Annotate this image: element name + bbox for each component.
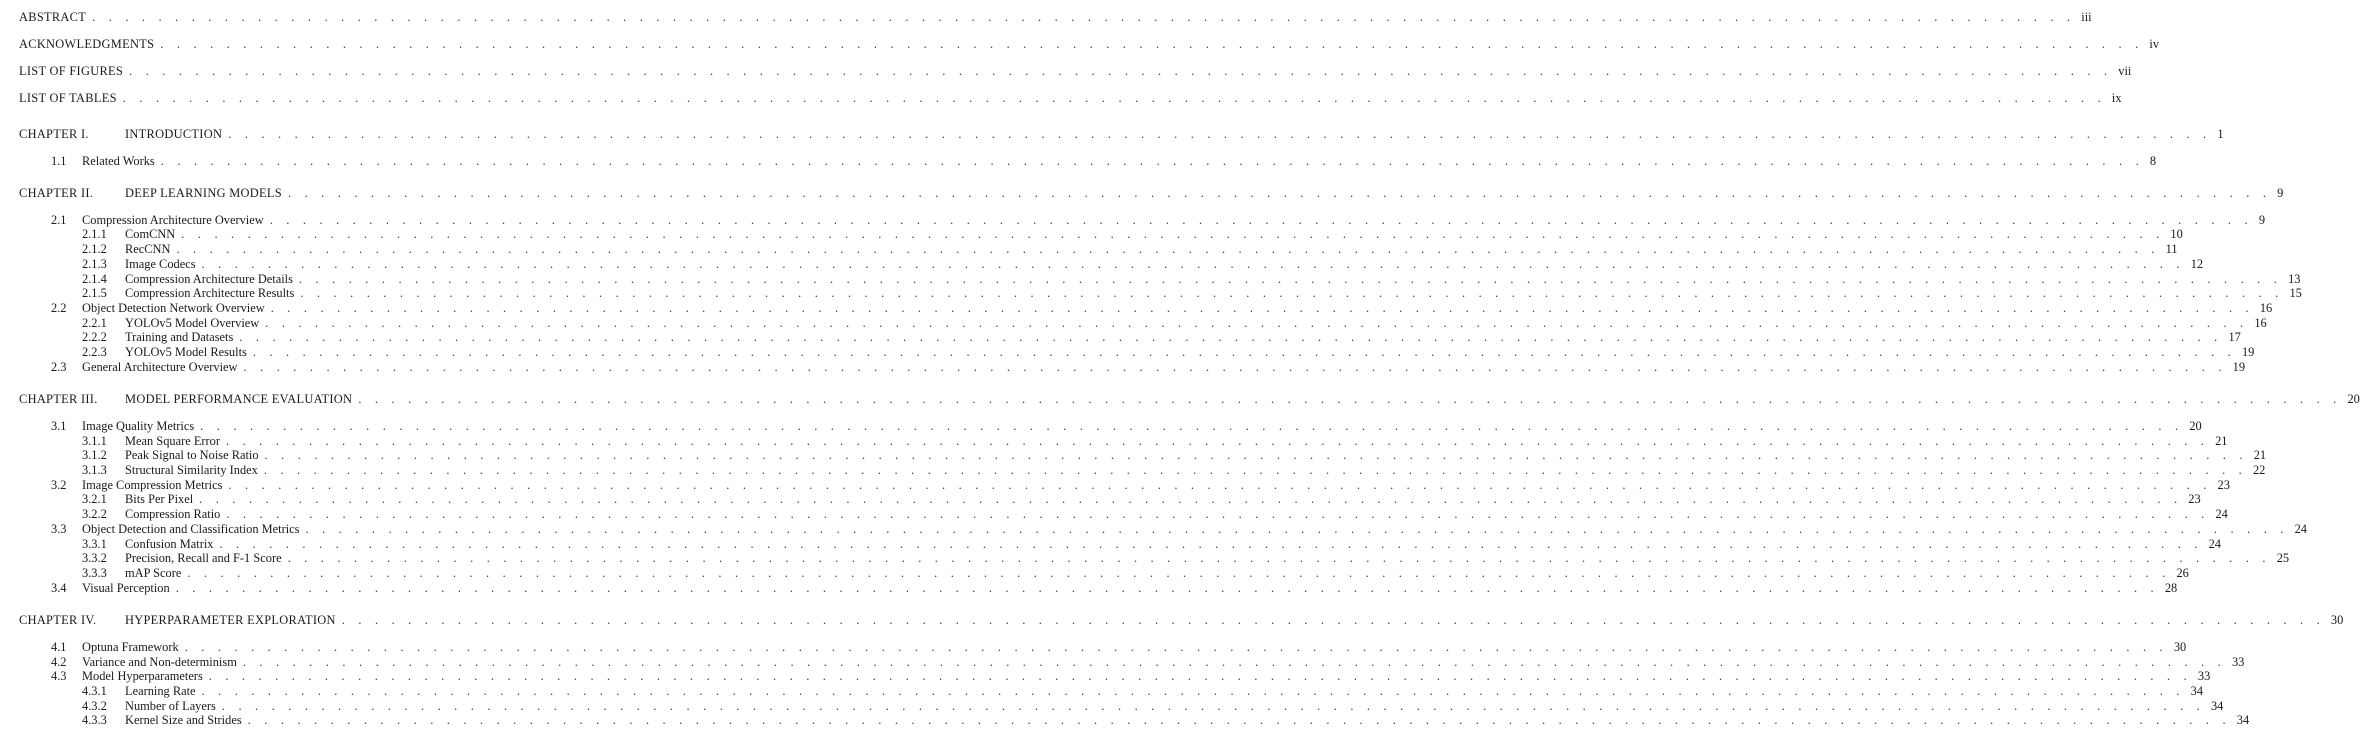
- entry-number: 3.4: [51, 580, 67, 595]
- subsection-entry[interactable]: [82, 270, 2301, 286]
- dot-leader: . . . . . . . . . . . . . . . . . . . . . . . . . . . . . . . . . . . . . . . . . . . . . . . . . . . . . . . . . . . . . . . . . . . . . . . . . . . . . . . . . . . . . . . . . . . . . . . . . . . . . . . . . . . . . . . . . . . . . . . .: [201, 683, 2185, 698]
- subsection-entry[interactable]: [82, 564, 2189, 580]
- dot-leader: . . . . . . . . . . . . . . . . . . . . . . . . . . . . . . . . . . . . . . . . . . . . . . . . . . . . . . . . . . . . . . . . . . . . . . . . . . . . . . . . . . . . . . . . . . . . . . . . . . . . . . . . . . . . . . . . . . . . . . . .: [239, 330, 2223, 345]
- section-entry[interactable]: [51, 417, 2202, 433]
- page-number: 34: [2236, 713, 2250, 728]
- entry-number: 3.2.2: [82, 507, 107, 522]
- entry-number: 2.1.3: [82, 256, 107, 271]
- entry-title: RecCNN: [125, 242, 171, 257]
- subsection-entry[interactable]: [82, 490, 2201, 507]
- entry-title: Image Codecs: [125, 256, 196, 271]
- entry-title: DEEP LEARNING MODELS: [125, 186, 282, 201]
- entry-title: Confusion Matrix: [125, 536, 214, 551]
- entry-number: 2.1: [51, 212, 67, 227]
- dot-leader: . . . . . . . . . . . . . . . . . . . . . . . . . . . . . . . . . . . . . . . . . . . . . . . . . . . . . . . . . . . . . . . . . . . . . . . . . . . . . . . . . . . . . . . . . . . . . . . . . . . . . . . . . . . . . . . . . . . . . . . .: [221, 698, 2205, 713]
- page-number: 13: [2288, 271, 2301, 286]
- entry-number: 3.3: [51, 521, 67, 536]
- entry-title: Image Compression Metrics: [82, 477, 223, 492]
- page-number: ix: [2111, 91, 2122, 105]
- entry-title: Learning Rate: [125, 683, 196, 698]
- front-matter-entry[interactable]: [19, 35, 2160, 51]
- section-entry[interactable]: [51, 476, 2230, 492]
- dot-leader: . . . . . . . . . . . . . . . . . . . . . . . . . . . . . . . . . . . . . . . . . . . . . . . . . . . . . . . . . . . . . . . . . . . . . . . . . . . . . . . . . . . . . . . . . . . . . . . . . . . . . . . . . . . . . . . . . . . . . . . .: [243, 359, 2227, 374]
- entry-number: CHAPTER II.: [19, 186, 94, 201]
- entry-number: 3.1.1: [82, 433, 107, 448]
- entry-title: Mean Square Error: [125, 433, 220, 448]
- dot-leader: . . . . . . . . . . . . . . . . . . . . . . . . . . . . . . . . . . . . . . . . . . . . . . . . . . . . . . . . . . . . . . . . . . . . . . . . . . . . . . . . . . . . . . . . . . . . . . . . . . . . . . . . . . . . . . . . . . . . . . . .: [160, 153, 2144, 168]
- page-number: 19: [2241, 345, 2255, 359]
- dot-leader: . . . . . . . . . . . . . . . . . . . . . . . . . . . . . . . . . . . . . . . . . . . . . . . . . . . . . . . . . . . . . . . . . . . . . . . . . . . . . . . . . . . . . . . . . . . . . . . . . . . . . . . . . . . . . . . . . . . . . . . .: [287, 186, 2272, 201]
- entry-title: INTRODUCTION: [125, 127, 223, 141]
- dot-leader: . . . . . . . . . . . . . . . . . . . . . . . . . . . . . . . . . . . . . . . . . . . . . . . . . . . . . . . . . . . . . . . . . . . . . . . . . . . . . . . . . . . . . . . . . . . . . . . . . . . . . . . . . . . . . . . . . . . . . . . .: [208, 669, 2192, 684]
- page-number: 28: [2164, 580, 2178, 595]
- page-number: 23: [2217, 477, 2230, 492]
- section-entry[interactable]: [51, 653, 2245, 669]
- dot-leader: . . . . . . . . . . . . . . . . . . . . . . . . . . . . . . . . . . . . . . . . . . . . . . . . . . . . . . . . . . . . . . . . . . . . . . . . . . . . . . . . . . . . . . . . . . . . . . . . . . . . . . . . . . . . . . . . . . . . . . . .: [265, 315, 2249, 330]
- dot-leader: . . . . . . . . . . . . . . . . . . . . . . . . . . . . . . . . . . . . . . . . . . . . . . . . . . . . . . . . . . . . . . . . . . . . . . . . . . . . . . . . . . . . . . . . . . . . . . . . . . . . . . . . . . . . . . . . . . . . . . . .: [225, 433, 2210, 448]
- dot-leader: . . . . . . . . . . . . . . . . . . . . . . . . . . . . . . . . . . . . . . . . . . . . . . . . . . . . . . . . . . . . . . . . . . . . . . . . . . . . . . . . . . . . . . . . . . . . . . . . . . . . . . . . . . . . . . . . . . . . . . . .: [176, 242, 2160, 257]
- subsection-entry[interactable]: [82, 505, 2228, 522]
- entry-number: 4.1: [51, 639, 67, 654]
- dot-leader: . . . . . . . . . . . . . . . . . . . . . . . . . . . . . . . . . . . . . . . . . . . . . . . . . . . . . . . . . . . . . . . . . . . . . . . . . . . . . . . . . . . . . . . . . . . . . . . . . . . . . . . . . . . . . . . . . . . . . . . .: [181, 227, 2165, 242]
- section-entry[interactable]: [51, 358, 2246, 374]
- entry-title: General Architecture Overview: [82, 359, 238, 374]
- chapter-entry[interactable]: [19, 390, 2360, 407]
- dot-leader: . . . . . . . . . . . . . . . . . . . . . . . . . . . . . . . . . . . . . . . . . . . . . . . . . . . . . . . . . . . . . . . . . . . . . . . . . . . . . . . . . . . . . . . . . . . . . . . . . . . . . . . . . . . . . . . . . . . . . . . .: [92, 10, 2076, 24]
- page-number: 8: [2149, 153, 2157, 168]
- dot-leader: . . . . . . . . . . . . . . . . . . . . . . . . . . . . . . . . . . . . . . . . . . . . . . . . . . . . . . . . . . . . . . . . . . . . . . . . . . . . . . . . . . . . . . . . . . . . . . . . . . . . . . . . . . . . . . . . . . . . . . . .: [269, 212, 2253, 227]
- section-entry[interactable]: [51, 211, 2266, 227]
- entry-title: Precision, Recall and F-1 Score: [125, 551, 282, 566]
- entry-number: 1.1: [51, 153, 67, 168]
- entry-title: ABSTRACT: [19, 10, 87, 24]
- dot-leader: . . . . . . . . . . . . . . . . . . . . . . . . . . . . . . . . . . . . . . . . . . . . . . . . . . . . . . . . . . . . . . . . . . . . . . . . . . . . . . . . . . . . . . . . . . . . . . . . . . . . . . . . . . . . . . . . . . . . . . . .: [184, 639, 2168, 654]
- dot-leader: . . . . . . . . . . . . . . . . . . . . . . . . . . . . . . . . . . . . . . . . . . . . . . . . . . . . . . . . . . . . . . . . . . . . . . . . . . . . . . . . . . . . . . . . . . . . . . . . . . . . . . . . . . . . . . . . . . . . . . . .: [305, 521, 2289, 536]
- dot-leader: . . . . . . . . . . . . . . . . . . . . . . . . . . . . . . . . . . . . . . . . . . . . . . . . . . . . . . . . . . . . . . . . . . . . . . . . . . . . . . . . . . . . . . . . . . . . . . . . . . . . . . . . . . . . . . . . . . . . . . . .: [175, 580, 2159, 595]
- entry-title: Compression Architecture Results: [125, 286, 295, 301]
- section-entry[interactable]: [51, 520, 2307, 536]
- entry-title: LIST OF FIGURES: [19, 64, 124, 78]
- chapter-entry[interactable]: [19, 125, 2224, 141]
- entry-number: 3.3.2: [82, 551, 107, 566]
- subsection-entry[interactable]: [82, 432, 2228, 448]
- dot-leader: . . . . . . . . . . . . . . . . . . . . . . . . . . . . . . . . . . . . . . . . . . . . . . . . . . . . . . . . . . . . . . . . . . . . . . . . . . . . . . . . . . . . . . . . . . . . . . . . . . . . . . . . . . . . . . . . . . . . . . . .: [129, 64, 2113, 78]
- page-number: 1: [2217, 127, 2224, 141]
- subsection-entry[interactable]: [82, 255, 2204, 271]
- section-entry[interactable]: [51, 667, 2211, 684]
- page-number: 10: [2170, 227, 2183, 242]
- entry-title: Peak Signal to Noise Ratio: [125, 448, 259, 463]
- entry-title: ComCNN: [125, 227, 176, 242]
- entry-title: Object Detection Network Overview: [82, 300, 265, 315]
- dot-leader: . . . . . . . . . . . . . . . . . . . . . . . . . . . . . . . . . . . . . . . . . . . . . . . . . . . . . . . . . . . . . . . . . . . . . . . . . . . . . . . . . . . . . . . . . . . . . . . . . . . . . . . . . . . . . . . . . . . . . . . .: [219, 536, 2203, 551]
- entry-title: Training and Datasets: [125, 330, 234, 345]
- section-entry[interactable]: [51, 152, 2157, 168]
- dot-leader: . . . . . . . . . . . . . . . . . . . . . . . . . . . . . . . . . . . . . . . . . . . . . . . . . . . . . . . . . . . . . . . . . . . . . . . . . . . . . . . . . . . . . . . . . . . . . . . . . . . . . . . . . . . . . . . . . . . . . . . .: [264, 448, 2248, 463]
- entry-title: Object Detection and Classification Metrics: [82, 521, 300, 536]
- dot-leader: . . . . . . . . . . . . . . . . . . . . . . . . . . . . . . . . . . . . . . . . . . . . . . . . . . . . . . . . . . . . . . . . . . . . . . . . . . . . . . . . . . . . . . . . . . . . . . . . . . . . . . . . . . . . . . . . . . . . . . . .: [160, 37, 2144, 51]
- dot-leader: . . . . . . . . . . . . . . . . . . . . . . . . . . . . . . . . . . . . . . . . . . . . . . . . . . . . . . . . . . . . . . . . . . . . . . . . . . . . . . . . . . . . . . . . . . . . . . . . . . . . . . . . . . . . . . . . . . . . . . . .: [300, 286, 2284, 301]
- entry-number: 2.1.5: [82, 286, 107, 301]
- page-number: 34: [2190, 683, 2204, 698]
- page-number: 12: [2190, 256, 2204, 271]
- entry-title: Compression Architecture Overview: [82, 212, 264, 227]
- page-number: vii: [2118, 64, 2132, 78]
- page-number: 30: [2173, 639, 2187, 654]
- subsection-entry[interactable]: [82, 446, 2267, 463]
- entry-number: 2.1.1: [82, 227, 107, 242]
- entry-title: YOLOv5 Model Results: [125, 345, 247, 359]
- dot-leader: . . . . . . . . . . . . . . . . . . . . . . . . . . . . . . . . . . . . . . . . . . . . . . . . . . . . . . . . . . . . . . . . . . . . . . . . . . . . . . . . . . . . . . . . . . . . . . . . . . . . . . . . . . . . . . . . . . . . . . . .: [263, 463, 2247, 477]
- page-number: iv: [2149, 37, 2160, 51]
- entry-number: CHAPTER I.: [19, 127, 89, 141]
- page-number: 25: [2276, 551, 2290, 566]
- entry-title: Kernel Size and Strides: [125, 713, 242, 728]
- section-entry[interactable]: [51, 638, 2187, 654]
- entry-number: 2.1.2: [82, 242, 107, 257]
- entry-number: 3.1.2: [82, 448, 107, 463]
- entry-title: Number of Layers: [125, 698, 216, 713]
- page-number: 9: [2258, 212, 2266, 227]
- section-entry[interactable]: [51, 579, 2178, 595]
- page-number: 15: [2289, 286, 2302, 301]
- subsection-entry[interactable]: [82, 682, 2204, 698]
- entry-title: YOLOv5 Model Overview: [125, 315, 260, 330]
- dot-leader: . . . . . . . . . . . . . . . . . . . . . . . . . . . . . . . . . . . . . . . . . . . . . . . . . . . . . . . . . . . . . . . . . . . . . . . . . . . . . . . . . . . . . . . . . . . . . . . . . . . . . . . . . . . . . . . . . . . . . . . .: [287, 551, 2271, 566]
- page-number: 34: [2210, 698, 2224, 713]
- subsection-entry[interactable]: [82, 225, 2183, 242]
- dot-leader: . . . . . . . . . . . . . . . . . . . . . . . . . . . . . . . . . . . . . . . . . . . . . . . . . . . . . . . . . . . . . . . . . . . . . . . . . . . . . . . . . . . . . . . . . . . . . . . . . . . . . . . . . . . . . . . . . . . . . . . .: [187, 565, 2171, 580]
- page-number: 20: [2347, 392, 2360, 407]
- dot-leader: . . . . . . . . . . . . . . . . . . . . . . . . . . . . . . . . . . . . . . . . . . . . . . . . . . . . . . . . . . . . . . . . . . . . . . . . . . . . . . . . . . . . . . . . . . . . . . . . . . . . . . . . . . . . . . . . . . . . . . . .: [298, 271, 2283, 286]
- subsection-entry[interactable]: [82, 711, 2250, 728]
- entry-title: Compression Architecture Details: [125, 271, 293, 286]
- page-number: 20: [2189, 418, 2202, 433]
- section-entry[interactable]: [51, 299, 2273, 315]
- subsection-entry[interactable]: [82, 284, 2302, 301]
- front-matter-entry[interactable]: [19, 8, 2092, 24]
- entry-number: 4.3: [51, 669, 67, 684]
- page-number: 17: [2228, 330, 2241, 345]
- entry-title: LIST OF TABLES: [19, 91, 117, 105]
- entry-title: Structural Similarity Index: [125, 463, 258, 477]
- subsection-entry[interactable]: [82, 535, 2221, 551]
- entry-title: Optuna Framework: [82, 639, 179, 654]
- dot-leader: . . . . . . . . . . . . . . . . . . . . . . . . . . . . . . . . . . . . . . . . . . . . . . . . . . . . . . . . . . . . . . . . . . . . . . . . . . . . . . . . . . . . . . . . . . . . . . . . . . . . . . . . . . . . . . . . . . . . . . . .: [242, 654, 2226, 669]
- entry-number: 4.3.2: [82, 698, 107, 713]
- page-number: 11: [2165, 242, 2178, 257]
- dot-leader: . . . . . . . . . . . . . . . . . . . . . . . . . . . . . . . . . . . . . . . . . . . . . . . . . . . . . . . . . . . . . . . . . . . . . . . . . . . . . . . . . . . . . . . . . . . . . . . . . . . . . . . . . . . . . . . . . . . . . . . .: [122, 91, 2106, 105]
- dot-leader: . . . . . . . . . . . . . . . . . . . . . . . . . . . . . . . . . . . . . . . . . . . . . . . . . . . . . . . . . . . . . . . . . . . . . . . . . . . . . . . . . . . . . . . . . . . . . . . . . . . . . . . . . . . . . . . . . . . . . . . .: [247, 713, 2231, 728]
- page-number: 30: [2330, 613, 2344, 628]
- front-matter-entry[interactable]: [19, 62, 2132, 78]
- entry-number: 2.2.2: [82, 330, 107, 345]
- subsection-entry[interactable]: [82, 343, 2255, 359]
- entry-title: ACKNOWLEDGMENTS: [19, 37, 155, 51]
- page-number: 24: [2294, 521, 2307, 536]
- page-number: 24: [2215, 507, 2228, 522]
- page-number: 21: [2253, 448, 2267, 463]
- page-number: 33: [2231, 654, 2245, 669]
- dot-leader: . . . . . . . . . . . . . . . . . . . . . . . . . . . . . . . . . . . . . . . . . . . . . . . . . . . . . . . . . . . . . . . . . . . . . . . . . . . . . . . . . . . . . . . . . . . . . . . . . . . . . . . . . . . . . . . . . . . . . . . .: [199, 492, 2183, 507]
- subsection-entry[interactable]: [82, 240, 2178, 257]
- page-number: 26: [2176, 565, 2189, 580]
- entry-title: Related Works: [82, 153, 155, 168]
- entry-title: mAP Score: [125, 565, 182, 580]
- entry-number: 3.1: [51, 418, 67, 433]
- entry-number: 2.3: [51, 359, 67, 374]
- dot-leader: . . . . . . . . . . . . . . . . . . . . . . . . . . . . . . . . . . . . . . . . . . . . . . . . . . . . . . . . . . . . . . . . . . . . . . . . . . . . . . . . . . . . . . . . . . . . . . . . . . . . . . . . . . . . . . . . . . . . . . . .: [226, 507, 2210, 522]
- page-number: 33: [2197, 669, 2211, 684]
- entry-number: 3.2.1: [82, 492, 107, 507]
- dot-leader: . . . . . . . . . . . . . . . . . . . . . . . . . . . . . . . . . . . . . . . . . . . . . . . . . . . . . . . . . . . . . . . . . . . . . . . . . . . . . . . . . . . . . . . . . . . . . . . . . . . . . . . . . . . . . . . . . . . . . . . .: [228, 127, 2212, 141]
- chapter-entry[interactable]: [19, 184, 2284, 201]
- entry-number: 2.2: [51, 300, 67, 315]
- entry-title: Variance and Non-determinism: [82, 654, 237, 669]
- dot-leader: . . . . . . . . . . . . . . . . . . . . . . . . . . . . . . . . . . . . . . . . . . . . . . . . . . . . . . . . . . . . . . . . . . . . . . . . . . . . . . . . . . . . . . . . . . . . . . . . . . . . . . . . . . . . . . . . . . . . . . . .: [201, 256, 2185, 271]
- entry-number: 4.3.3: [82, 713, 107, 728]
- entry-title: Bits Per Pixel: [125, 492, 194, 507]
- entry-number: CHAPTER III.: [19, 392, 98, 407]
- entry-number: 4.2: [51, 654, 67, 669]
- subsection-entry[interactable]: [82, 697, 2224, 713]
- page-number: 16: [2254, 315, 2267, 330]
- entry-title: Model Hyperparameters: [82, 669, 203, 684]
- page-number: 19: [2232, 359, 2246, 374]
- subsection-entry[interactable]: [82, 314, 2267, 330]
- page-number: 23: [2188, 492, 2201, 507]
- dot-leader: . . . . . . . . . . . . . . . . . . . . . . . . . . . . . . . . . . . . . . . . . . . . . . . . . . . . . . . . . . . . . . . . . . . . . . . . . . . . . . . . . . . . . . . . . . . . . . . . . . . . . . . . . . . . . . . . . . . . . . . .: [200, 418, 2184, 433]
- page-number: 22: [2252, 463, 2266, 477]
- entry-title: Compression Ratio: [125, 507, 221, 522]
- entry-number: 2.2.3: [82, 345, 107, 359]
- entry-title: HYPERPARAMETER EXPLORATION: [125, 613, 336, 628]
- dot-leader: . . . . . . . . . . . . . . . . . . . . . . . . . . . . . . . . . . . . . . . . . . . . . . . . . . . . . . . . . . . . . . . . . . . . . . . . . . . . . . . . . . . . . . . . . . . . . . . . . . . . . . . . . . . . . . . . . . . . . . . .: [358, 392, 2342, 407]
- entry-number: 3.3.3: [82, 565, 107, 580]
- entry-number: 2.1.4: [82, 271, 107, 286]
- chapter-entry[interactable]: [19, 611, 2344, 628]
- page-number: 21: [2215, 433, 2228, 448]
- subsection-entry[interactable]: [82, 461, 2266, 477]
- front-matter-entry[interactable]: [19, 89, 2122, 105]
- entry-number: 3.3.1: [82, 536, 107, 551]
- entry-title: Image Quality Metrics: [82, 418, 195, 433]
- entry-number: CHAPTER IV.: [19, 613, 97, 628]
- entry-title: Visual Perception: [82, 580, 170, 595]
- entry-number: 3.2: [51, 477, 67, 492]
- subsection-entry[interactable]: [82, 549, 2290, 566]
- dot-leader: . . . . . . . . . . . . . . . . . . . . . . . . . . . . . . . . . . . . . . . . . . . . . . . . . . . . . . . . . . . . . . . . . . . . . . . . . . . . . . . . . . . . . . . . . . . . . . . . . . . . . . . . . . . . . . . . . . . . . . . .: [341, 613, 2325, 628]
- dot-leader: . . . . . . . . . . . . . . . . . . . . . . . . . . . . . . . . . . . . . . . . . . . . . . . . . . . . . . . . . . . . . . . . . . . . . . . . . . . . . . . . . . . . . . . . . . . . . . . . . . . . . . . . . . . . . . . . . . . . . . . .: [270, 300, 2254, 315]
- dot-leader: . . . . . . . . . . . . . . . . . . . . . . . . . . . . . . . . . . . . . . . . . . . . . . . . . . . . . . . . . . . . . . . . . . . . . . . . . . . . . . . . . . . . . . . . . . . . . . . . . . . . . . . . . . . . . . . . . . . . . . . .: [252, 345, 2236, 359]
- entry-title: MODEL PERFORMANCE EVALUATION: [125, 392, 353, 407]
- dot-leader: . . . . . . . . . . . . . . . . . . . . . . . . . . . . . . . . . . . . . . . . . . . . . . . . . . . . . . . . . . . . . . . . . . . . . . . . . . . . . . . . . . . . . . . . . . . . . . . . . . . . . . . . . . . . . . . . . . . . . . . .: [228, 477, 2212, 492]
- entry-number: 4.3.1: [82, 683, 107, 698]
- page-number: 16: [2259, 300, 2273, 315]
- entry-number: 3.1.3: [82, 463, 107, 477]
- page-number: 24: [2208, 536, 2221, 551]
- page-number: 9: [2277, 186, 2284, 201]
- page-number: iii: [2081, 10, 2092, 24]
- entry-number: 2.2.1: [82, 315, 107, 330]
- subsection-entry[interactable]: [82, 328, 2241, 345]
